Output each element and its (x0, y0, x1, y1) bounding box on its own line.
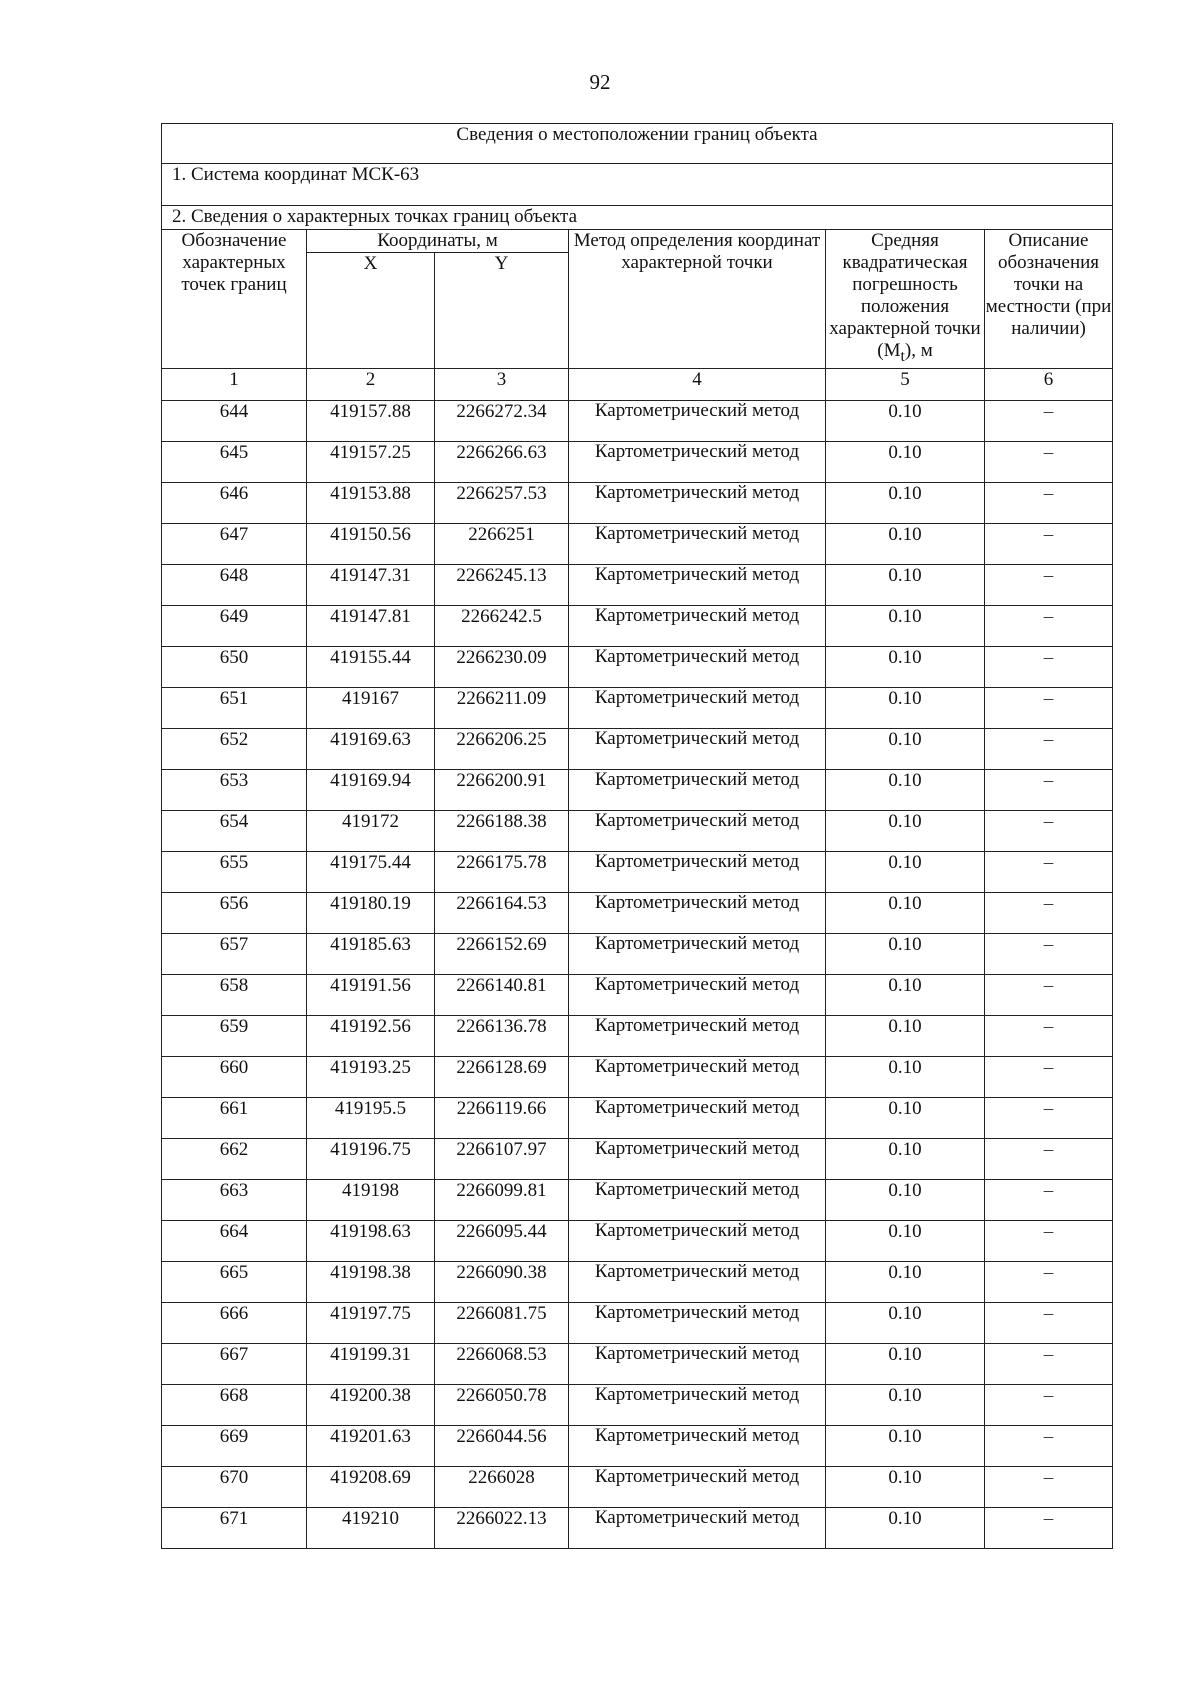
y-cell: 2266211.09 (435, 687, 569, 728)
table-row (162, 482, 1113, 523)
x-cell: 419185.63 (307, 933, 435, 974)
x-cell: 419198.63 (307, 1220, 435, 1261)
description-cell: – (985, 810, 1113, 851)
header-description: Описание обозначения точки на местности (при наличии) (985, 230, 1113, 369)
point-cell: 669 (162, 1425, 307, 1466)
error-cell: 0.10 (826, 400, 985, 441)
description-cell: – (985, 769, 1113, 810)
table-row (162, 851, 1113, 892)
error-cell: 0.10 (826, 1466, 985, 1507)
table-row (162, 1179, 1113, 1220)
x-cell: 419208.69 (307, 1466, 435, 1507)
error-cell: 0.10 (826, 728, 985, 769)
column-number: 1 (162, 368, 307, 400)
method-cell: Картометрический метод (569, 482, 826, 523)
point-cell: 646 (162, 482, 307, 523)
column-number: 5 (826, 368, 985, 400)
error-cell: 0.10 (826, 687, 985, 728)
point-cell: 648 (162, 564, 307, 605)
header-x: X (307, 253, 435, 369)
x-cell: 419199.31 (307, 1343, 435, 1384)
y-cell: 2266068.53 (435, 1343, 569, 1384)
table-row (162, 1507, 1113, 1548)
point-cell: 647 (162, 523, 307, 564)
table-row (162, 892, 1113, 933)
table-row (162, 1384, 1113, 1425)
method-cell: Картометрический метод (569, 728, 826, 769)
point-cell: 665 (162, 1261, 307, 1302)
method-cell: Картометрический метод (569, 687, 826, 728)
x-cell: 419150.56 (307, 523, 435, 564)
description-cell: – (985, 523, 1113, 564)
table-row (162, 1138, 1113, 1179)
point-cell: 667 (162, 1343, 307, 1384)
error-cell: 0.10 (826, 564, 985, 605)
header-error-suffix: ), м (904, 340, 933, 361)
table-row (162, 1261, 1113, 1302)
point-cell: 659 (162, 1015, 307, 1056)
y-cell: 2266090.38 (435, 1261, 569, 1302)
error-cell: 0.10 (826, 851, 985, 892)
y-cell: 2266175.78 (435, 851, 569, 892)
table-row (162, 1015, 1113, 1056)
method-cell: Картометрический метод (569, 1466, 826, 1507)
table-row (162, 1343, 1113, 1384)
y-cell: 2266107.97 (435, 1138, 569, 1179)
description-cell: – (985, 1179, 1113, 1220)
error-cell: 0.10 (826, 646, 985, 687)
y-cell: 2266099.81 (435, 1179, 569, 1220)
point-cell: 650 (162, 646, 307, 687)
y-cell: 2266242.5 (435, 605, 569, 646)
error-cell: 0.10 (826, 1220, 985, 1261)
description-cell: – (985, 851, 1113, 892)
boundary-points-table (161, 123, 1113, 1549)
point-cell: 662 (162, 1138, 307, 1179)
y-cell: 2266257.53 (435, 482, 569, 523)
error-cell: 0.10 (826, 1302, 985, 1343)
error-cell: 0.10 (826, 769, 985, 810)
column-number: 4 (569, 368, 826, 400)
error-cell: 0.10 (826, 892, 985, 933)
point-cell: 671 (162, 1507, 307, 1548)
section-title: 2. Сведения о характерных точках границ объекта (162, 206, 1113, 230)
x-cell: 419175.44 (307, 851, 435, 892)
description-cell: – (985, 441, 1113, 482)
method-cell: Картометрический метод (569, 974, 826, 1015)
description-cell: – (985, 728, 1113, 769)
error-cell: 0.10 (826, 933, 985, 974)
method-cell: Картометрический метод (569, 646, 826, 687)
y-cell: 2266164.53 (435, 892, 569, 933)
point-cell: 661 (162, 1097, 307, 1138)
method-cell: Картометрический метод (569, 1425, 826, 1466)
table-row (162, 1302, 1113, 1343)
x-cell: 419196.75 (307, 1138, 435, 1179)
table-row (162, 400, 1113, 441)
point-cell: 663 (162, 1179, 307, 1220)
error-cell: 0.10 (826, 1507, 985, 1548)
description-cell: – (985, 1056, 1113, 1097)
method-cell: Картометрический метод (569, 810, 826, 851)
description-cell: – (985, 1097, 1113, 1138)
method-cell: Картометрический метод (569, 1138, 826, 1179)
description-cell: – (985, 1015, 1113, 1056)
y-cell: 2266206.25 (435, 728, 569, 769)
x-cell: 419147.31 (307, 564, 435, 605)
method-cell: Картометрический метод (569, 851, 826, 892)
x-cell: 419147.81 (307, 605, 435, 646)
table-row (162, 1466, 1113, 1507)
description-cell: – (985, 974, 1113, 1015)
description-cell: – (985, 1343, 1113, 1384)
point-cell: 664 (162, 1220, 307, 1261)
column-number: 6 (985, 368, 1113, 400)
method-cell: Картометрический метод (569, 1261, 826, 1302)
x-cell: 419157.88 (307, 400, 435, 441)
point-cell: 666 (162, 1302, 307, 1343)
description-cell: – (985, 1425, 1113, 1466)
description-cell: – (985, 482, 1113, 523)
error-cell: 0.10 (826, 441, 985, 482)
header-point-label: Обозначение характерных точек границ (162, 230, 307, 369)
method-cell: Картометрический метод (569, 564, 826, 605)
x-cell: 419210 (307, 1507, 435, 1548)
y-cell: 2266128.69 (435, 1056, 569, 1097)
x-cell: 419157.25 (307, 441, 435, 482)
x-cell: 419198 (307, 1179, 435, 1220)
description-cell: – (985, 400, 1113, 441)
error-cell: 0.10 (826, 1179, 985, 1220)
y-cell: 2266272.34 (435, 400, 569, 441)
y-cell: 2266028 (435, 1466, 569, 1507)
x-cell: 419198.38 (307, 1261, 435, 1302)
y-cell: 2266050.78 (435, 1384, 569, 1425)
y-cell: 2266200.91 (435, 769, 569, 810)
header-error-subscript: t (900, 347, 905, 365)
x-cell: 419172 (307, 810, 435, 851)
table-row (162, 1097, 1113, 1138)
error-cell: 0.10 (826, 1425, 985, 1466)
error-cell: 0.10 (826, 1138, 985, 1179)
description-cell: – (985, 564, 1113, 605)
header-error (826, 230, 985, 369)
point-cell: 649 (162, 605, 307, 646)
point-cell: 651 (162, 687, 307, 728)
description-cell: – (985, 1220, 1113, 1261)
error-cell: 0.10 (826, 1097, 985, 1138)
table-row (162, 974, 1113, 1015)
method-cell: Картометрический метод (569, 1220, 826, 1261)
method-cell: Картометрический метод (569, 1343, 826, 1384)
description-cell: – (985, 1384, 1113, 1425)
error-cell: 0.10 (826, 1015, 985, 1056)
method-cell: Картометрический метод (569, 1056, 826, 1097)
method-cell: Картометрический метод (569, 933, 826, 974)
description-cell: – (985, 1261, 1113, 1302)
table-row (162, 1425, 1113, 1466)
column-number: 3 (435, 368, 569, 400)
table-row (162, 564, 1113, 605)
method-cell: Картометрический метод (569, 441, 826, 482)
y-cell: 2266152.69 (435, 933, 569, 974)
description-cell: – (985, 1302, 1113, 1343)
method-cell: Картометрический метод (569, 769, 826, 810)
x-cell: 419153.88 (307, 482, 435, 523)
error-cell: 0.10 (826, 810, 985, 851)
y-cell: 2266140.81 (435, 974, 569, 1015)
error-cell: 0.10 (826, 482, 985, 523)
table-row (162, 687, 1113, 728)
table-row (162, 933, 1113, 974)
point-cell: 653 (162, 769, 307, 810)
column-number: 2 (307, 368, 435, 400)
x-cell: 419197.75 (307, 1302, 435, 1343)
x-cell: 419192.56 (307, 1015, 435, 1056)
description-cell: – (985, 646, 1113, 687)
point-cell: 660 (162, 1056, 307, 1097)
point-cell: 644 (162, 400, 307, 441)
description-cell: – (985, 605, 1113, 646)
x-cell: 419200.38 (307, 1384, 435, 1425)
method-cell: Картометрический метод (569, 1015, 826, 1056)
point-cell: 656 (162, 892, 307, 933)
y-cell: 2266119.66 (435, 1097, 569, 1138)
method-cell: Картометрический метод (569, 1384, 826, 1425)
table-row (162, 810, 1113, 851)
table-row (162, 523, 1113, 564)
description-cell: – (985, 687, 1113, 728)
x-cell: 419201.63 (307, 1425, 435, 1466)
header-method: Метод определения координат характерной точки (569, 230, 826, 369)
point-cell: 645 (162, 441, 307, 482)
error-cell: 0.10 (826, 1056, 985, 1097)
y-cell: 2266022.13 (435, 1507, 569, 1548)
y-cell: 2266230.09 (435, 646, 569, 687)
x-cell: 419167 (307, 687, 435, 728)
y-cell: 2266044.56 (435, 1425, 569, 1466)
y-cell: 2266245.13 (435, 564, 569, 605)
description-cell: – (985, 1466, 1113, 1507)
y-cell: 2266136.78 (435, 1015, 569, 1056)
y-cell: 2266188.38 (435, 810, 569, 851)
method-cell: Картометрический метод (569, 1179, 826, 1220)
point-cell: 657 (162, 933, 307, 974)
table-row (162, 1220, 1113, 1261)
error-cell: 0.10 (826, 605, 985, 646)
table-row (162, 1056, 1113, 1097)
point-cell: 658 (162, 974, 307, 1015)
point-cell: 668 (162, 1384, 307, 1425)
description-cell: – (985, 933, 1113, 974)
method-cell: Картометрический метод (569, 400, 826, 441)
method-cell: Картометрический метод (569, 523, 826, 564)
header-coordinates: Координаты, м (307, 230, 569, 253)
error-cell: 0.10 (826, 1384, 985, 1425)
table-title: Сведения о местоположении границ объекта (162, 124, 1113, 164)
point-cell: 670 (162, 1466, 307, 1507)
table-row (162, 605, 1113, 646)
method-cell: Картометрический метод (569, 1507, 826, 1548)
error-cell: 0.10 (826, 523, 985, 564)
point-cell: 654 (162, 810, 307, 851)
x-cell: 419180.19 (307, 892, 435, 933)
description-cell: – (985, 892, 1113, 933)
point-cell: 652 (162, 728, 307, 769)
header-error-prefix: Средняя квадратическая погрешность положения характерной точки (M (829, 230, 981, 361)
x-cell: 419193.25 (307, 1056, 435, 1097)
x-cell: 419155.44 (307, 646, 435, 687)
y-cell: 2266266.63 (435, 441, 569, 482)
point-cell: 655 (162, 851, 307, 892)
x-cell: 419195.5 (307, 1097, 435, 1138)
y-cell: 2266251 (435, 523, 569, 564)
y-cell: 2266095.44 (435, 1220, 569, 1261)
column-numbers-row (162, 368, 1113, 400)
table-row (162, 769, 1113, 810)
table-row (162, 728, 1113, 769)
description-cell: – (985, 1507, 1113, 1548)
description-cell: – (985, 1138, 1113, 1179)
x-cell: 419169.63 (307, 728, 435, 769)
method-cell: Картометрический метод (569, 1097, 826, 1138)
y-cell: 2266081.75 (435, 1302, 569, 1343)
header-y: Y (435, 253, 569, 369)
error-cell: 0.10 (826, 974, 985, 1015)
error-cell: 0.10 (826, 1343, 985, 1384)
error-cell: 0.10 (826, 1261, 985, 1302)
table-row (162, 441, 1113, 482)
method-cell: Картометрический метод (569, 1302, 826, 1343)
table-row (162, 646, 1113, 687)
method-cell: Картометрический метод (569, 892, 826, 933)
coordinate-system: 1. Система координат МСК-63 (162, 164, 1113, 206)
method-cell: Картометрический метод (569, 605, 826, 646)
page-number: 92 (589, 70, 611, 94)
x-cell: 419169.94 (307, 769, 435, 810)
x-cell: 419191.56 (307, 974, 435, 1015)
